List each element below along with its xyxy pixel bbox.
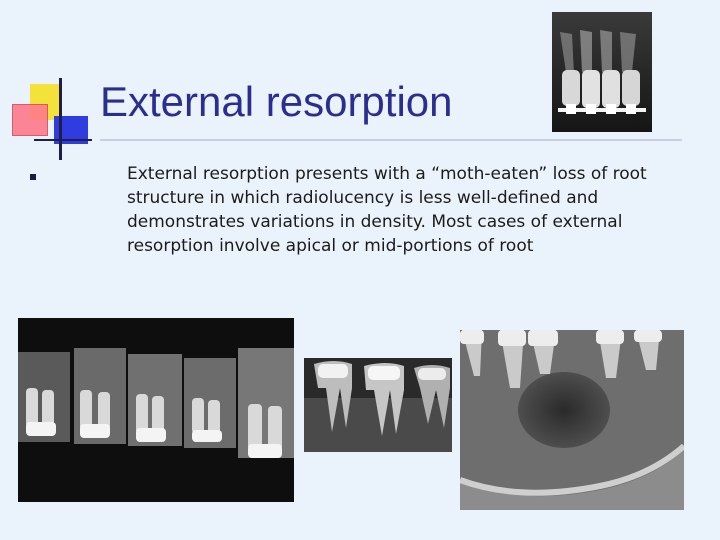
logo-vertical-line <box>59 78 62 160</box>
xray-mandible-lesion <box>460 330 684 510</box>
xray-incisors-with-braces <box>552 12 652 132</box>
slide-title: External resorption <box>100 78 453 125</box>
decorative-block-logo <box>0 0 100 170</box>
bullet-text: External resorption presents with a “moth-eaten” loss of root structure in which radiolucency is less well-defined and demonstrates variations in density. Most cases of external resorption involve apical or mid-portions of root <box>127 164 647 256</box>
logo-horizontal-line <box>34 139 92 141</box>
xray-molars-root-resorption <box>304 358 452 452</box>
logo-red-square <box>12 104 48 136</box>
xray-maxillary-teeth-series <box>18 318 294 502</box>
title-divider <box>100 139 682 141</box>
bullet-square-icon <box>30 174 36 180</box>
